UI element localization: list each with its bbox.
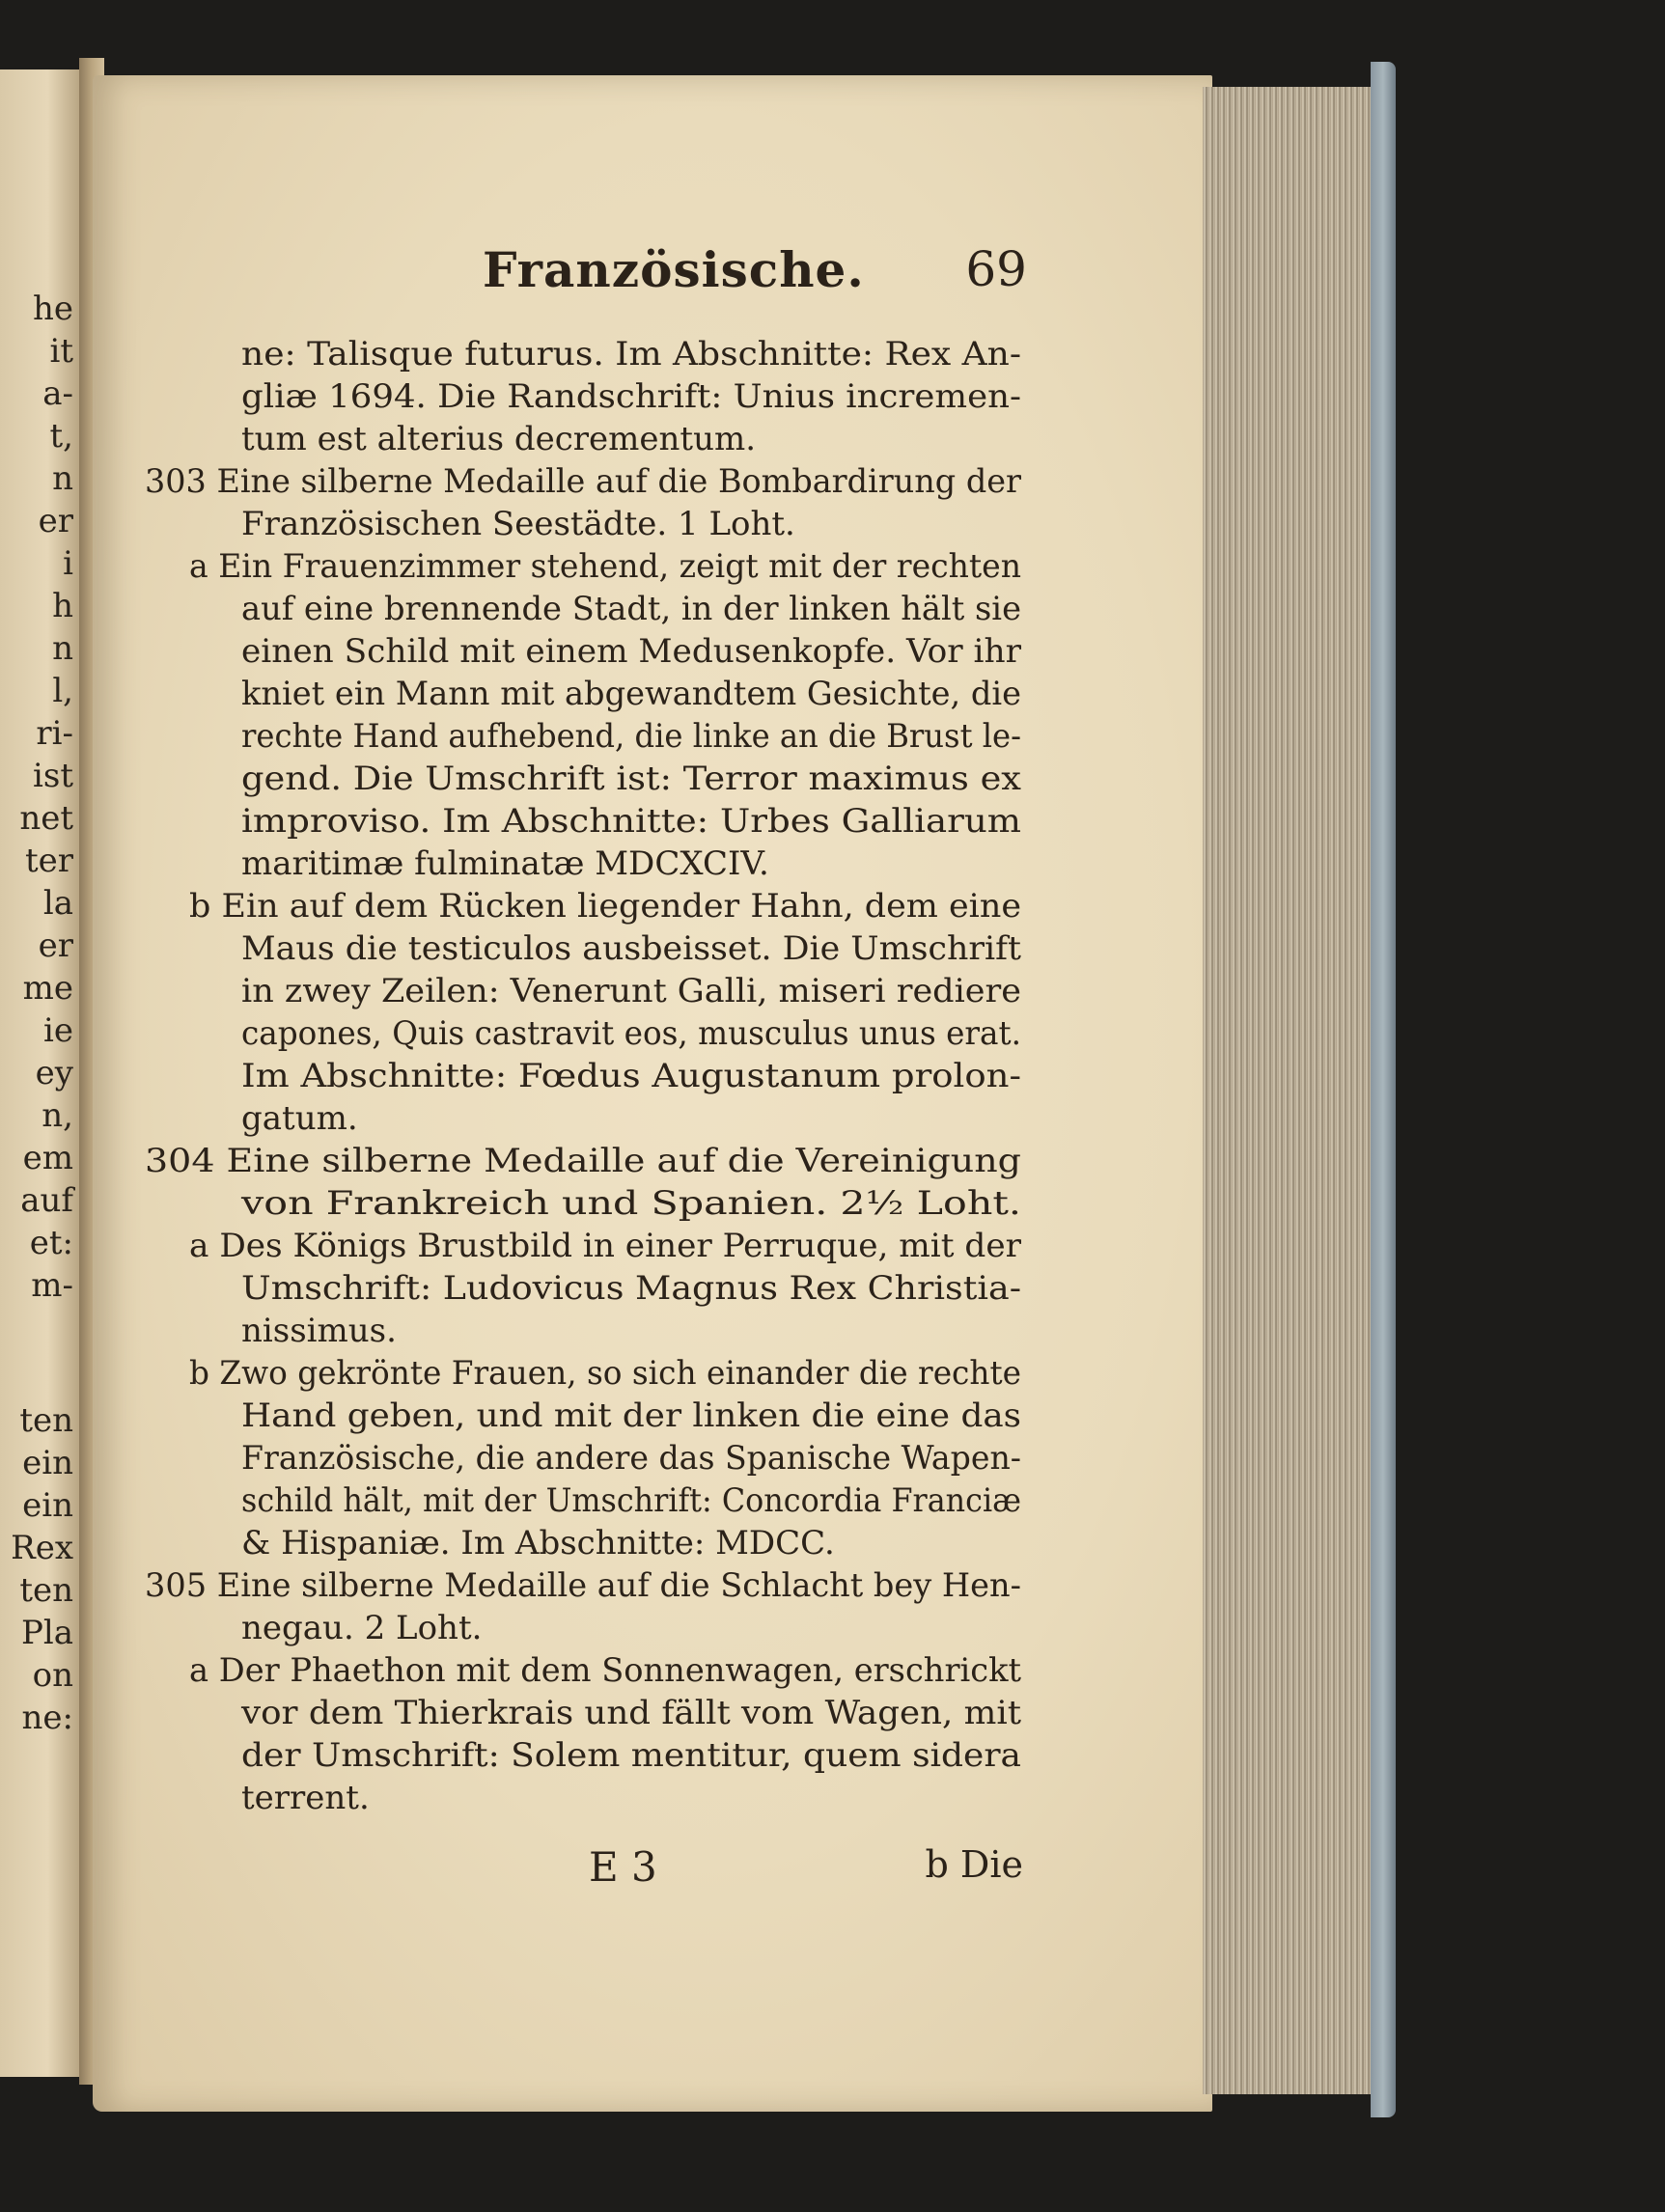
left-page-fragment: n: [52, 459, 73, 498]
left-page-fragment: Rex: [11, 1529, 73, 1567]
text-line: terrent.: [241, 1779, 370, 1817]
text-line: ne: Talisque futurus. Im Abschnitte: Rex An-: [241, 335, 1021, 373]
text-line: 304 Eine silberne Medaille auf die Vereinigung: [145, 1142, 1021, 1180]
left-page-fragment: er: [38, 502, 73, 540]
text-line: schild hält, mit der Umschrift: Concordia Franciæ: [241, 1481, 1021, 1520]
text-line: maritimæ fulminatæ MDCXCIV.: [241, 844, 769, 883]
signature-mark: E 3: [589, 1843, 657, 1891]
text-line: auf eine brennende Stadt, in der linken hält sie: [241, 590, 1021, 628]
left-page-fragment: on: [32, 1656, 73, 1695]
left-page-fragment: m-: [31, 1266, 73, 1305]
left-page-fragment: ter: [24, 842, 73, 880]
left-page-fragment: l,: [52, 672, 73, 710]
text-line: gatum.: [241, 1099, 358, 1138]
text-line: Umschrift: Ludovicus Magnus Rex Christia-: [241, 1269, 1021, 1308]
text-line: a Des Königs Brustbild in einer Perruque, mit der: [189, 1227, 1021, 1265]
left-page-fragment: net: [19, 799, 73, 838]
left-page-fragment: i: [63, 544, 73, 583]
left-page-fragment: ie: [43, 1011, 73, 1050]
text-line: a Ein Frauenzimmer stehend, zeigt mit der rechten: [189, 547, 1021, 586]
catchword: b Die: [925, 1843, 1023, 1886]
text-line: Französische, die andere das Spanische Wapen-: [241, 1439, 1021, 1478]
left-page-fragment: et:: [29, 1224, 73, 1262]
left-page-fragment: me: [22, 969, 73, 1008]
text-line: b Ein auf dem Rücken liegender Hahn, dem eine: [189, 887, 1021, 926]
text-line: Maus die testiculos ausbeisset. Die Umschrift: [241, 929, 1021, 968]
left-page-fragment: auf: [20, 1181, 73, 1220]
left-page-fragment: h: [52, 587, 73, 625]
left-page-fragment: ten: [19, 1401, 73, 1440]
page-number: 69: [965, 241, 1027, 297]
text-line: vor dem Thierkrais und fällt vom Wagen, mit: [241, 1694, 1021, 1732]
text-line: negau. 2 Loht.: [241, 1609, 483, 1647]
text-line: Französischen Seestädte. 1 Loht.: [241, 505, 795, 543]
left-page-fragment: em: [22, 1139, 73, 1177]
left-page-fragment: t,: [49, 417, 73, 456]
left-page-fragment: ist: [33, 757, 73, 795]
text-line: von Frankreich und Spanien. 2½ Loht.: [241, 1184, 1021, 1223]
left-page-edge: [0, 69, 79, 2077]
text-line: 303 Eine silberne Medaille auf die Bombardirung der: [145, 462, 1021, 501]
left-page-fragment: it: [49, 332, 73, 371]
left-page-fragment: ein: [22, 1444, 73, 1482]
text-line: & Hispaniæ. Im Abschnitte: MDCC.: [241, 1524, 835, 1562]
page-footer: [241, 1843, 1033, 1901]
text-line: Hand geben, und mit der linken die eine das: [241, 1396, 1021, 1435]
left-page-fragment: ten: [19, 1571, 73, 1610]
left-page-fragment: la: [42, 884, 73, 923]
text-line: rechte Hand aufhebend, die linke an die Brust le-: [241, 717, 1021, 756]
text-line: gliæ 1694. Die Randschrift: Unius incremen-: [241, 377, 1021, 416]
text-line: kniet ein Mann mit abgewandtem Gesichte, die: [241, 675, 1021, 713]
text-line: Im Abschnitte: Fœdus Augustanum prolon-: [241, 1057, 1021, 1095]
left-page-fragment: he: [32, 290, 73, 328]
left-page-fragment: n,: [42, 1096, 73, 1135]
left-page-fragment: er: [38, 926, 73, 965]
running-head: [241, 241, 1033, 309]
text-line: nissimus.: [241, 1312, 397, 1350]
left-page-fragment: Pla: [20, 1614, 73, 1652]
text-line: b Zwo gekrönte Frauen, so sich einander die rechte: [189, 1354, 1021, 1393]
text-line: capones, Quis castravit eos, musculus unus erat.: [241, 1014, 1021, 1053]
left-page-fragment: ein: [22, 1486, 73, 1525]
page-edges: [1203, 87, 1380, 2094]
text-line: tum est alterius decrementum.: [241, 420, 757, 458]
text-line: einen Schild mit einem Medusenkopfe. Vor ihr: [241, 632, 1021, 671]
text-line: der Umschrift: Solem mentitur, quem sidera: [241, 1736, 1021, 1775]
left-page-fragment: a-: [42, 374, 73, 413]
running-head-title: Französische.: [483, 241, 865, 298]
left-page-fragment: n: [52, 629, 73, 668]
text-line: in zwey Zeilen: Venerunt Galli, miseri rediere: [241, 972, 1021, 1010]
left-page-fragment: ne:: [21, 1699, 73, 1737]
left-page-fragment: ey: [35, 1054, 73, 1092]
text-line: a Der Phaethon mit dem Sonnenwagen, erschrickt: [189, 1651, 1021, 1690]
text-line: 305 Eine silberne Medaille auf die Schlacht bey Hen-: [145, 1566, 1021, 1605]
left-page-fragment: ri-: [36, 714, 73, 753]
book-cover: [1371, 62, 1396, 2117]
text-line: gend. Die Umschrift ist: Terror maximus ex: [241, 760, 1021, 798]
text-line: improviso. Im Abschnitte: Urbes Galliarum: [241, 802, 1021, 841]
